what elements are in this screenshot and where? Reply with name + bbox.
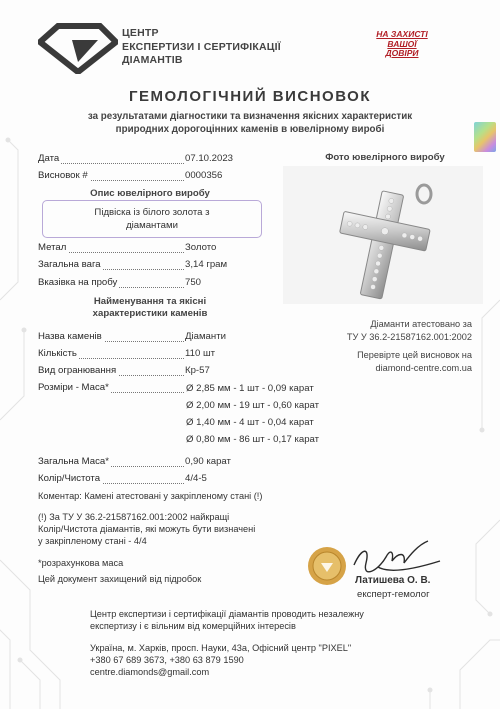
weight-row: Загальна вага 3,14 грам bbox=[38, 259, 228, 270]
diamond-logo-icon bbox=[38, 22, 118, 74]
photo-title: Фото ювелірного виробу bbox=[325, 152, 445, 163]
signer-name: Латишева О. В. bbox=[355, 575, 431, 586]
independence-statement: Центр експертизи і сертифікації діамантів проводить незалежну експертизу і є вільним від комерційних інтересів bbox=[90, 609, 364, 631]
signature-image bbox=[348, 537, 446, 577]
document-title: ГЕМОЛОГІЧНИЙ ВИСНОВОК bbox=[129, 88, 371, 105]
size-line: Ø 2,85 мм - 1 шт - 0,09 карат bbox=[186, 383, 314, 394]
standard-note: (!) За ТУ У 36.2-21587162.001:2002 найкращі Колір/Чистота діамантів, які можуть бути визначені у закріпленому стані - 4/4 bbox=[38, 512, 256, 546]
hallmark-row: Вказівка на пробу 750 bbox=[38, 277, 202, 288]
product-heading: Опис ювелірного виробу bbox=[90, 188, 210, 199]
metal-row: Метал Золото bbox=[38, 242, 217, 253]
website-link[interactable]: diamond-centre.com.ua bbox=[375, 362, 472, 373]
size-line: Ø 0,80 мм - 86 шт - 0,17 карат bbox=[186, 434, 320, 445]
date-row bbox=[38, 153, 262, 167]
stone-name-row: Назва каменів Діаманти bbox=[38, 331, 226, 342]
comment: Коментар: Камені атестовані у закріпленому стані (!) bbox=[38, 491, 263, 501]
address: Україна, м. Харків, просп. Науки, 43а, Офісний центр "PIXEL" bbox=[90, 643, 352, 653]
total-mass-row: Загальна Маса* 0,90 карат bbox=[38, 456, 231, 467]
cross-pendant-image bbox=[283, 166, 483, 304]
contact-block bbox=[90, 642, 351, 678]
product-photo bbox=[283, 166, 483, 304]
color-clarity-row: Колір/Чистота 4/4-5 bbox=[38, 473, 207, 484]
number-row bbox=[38, 170, 262, 184]
organization-name: ЦЕНТР ЕКСПЕРТИЗИ І СЕРТИФІКАЦІЇ ДІАМАНТІВ bbox=[122, 27, 281, 66]
email-link[interactable]: centre.diamonds@gmail.com bbox=[90, 667, 210, 677]
date-label: Дата bbox=[38, 153, 60, 164]
protection-note: Цей документ захищений від підробок bbox=[38, 574, 202, 584]
sizes-row: Розміри - Маса* bbox=[38, 382, 262, 396]
signer-title: експерт-гемолог bbox=[357, 589, 430, 600]
phones: +380 67 689 3673, +380 63 879 1590 bbox=[90, 655, 244, 665]
size-line: Ø 2,00 мм - 19 шт - 0,60 карат bbox=[186, 400, 320, 411]
sizes-list bbox=[186, 382, 319, 447]
product-description-box: Підвіска із білого золота з діамантами bbox=[42, 200, 262, 238]
gold-seal-icon bbox=[307, 546, 347, 586]
certification-block: Діаманти атестовано за ТУ У 36.2-21587162.001:2002 Перевірте цей висновок на diamond-centre.com.ua bbox=[300, 318, 472, 374]
stones-heading: Найменування та якісні характеристики каменів bbox=[92, 296, 208, 319]
number-label: Висновок # bbox=[38, 170, 88, 181]
size-line: Ø 1,40 мм - 4 шт - 0,04 карат bbox=[186, 417, 314, 428]
date-value: 07.10.2023 bbox=[185, 153, 234, 164]
hologram-sticker bbox=[474, 122, 496, 152]
document-subtitle: за результатами діагностики та визначення якісних характеристик природних дорогоцінних каменів в ювелірному виробі bbox=[87, 111, 413, 135]
stone-count-row: Кількість 110 шт bbox=[38, 348, 216, 359]
cut-row: Вид огранювання Кр-57 bbox=[38, 365, 210, 376]
number-value: 0000356 bbox=[185, 170, 223, 181]
calc-mass-note: *розрахункова маса bbox=[38, 558, 124, 568]
protection-badge: НА ЗАХИСТІ ВАШОЇ ДОВІРИ bbox=[376, 29, 428, 58]
